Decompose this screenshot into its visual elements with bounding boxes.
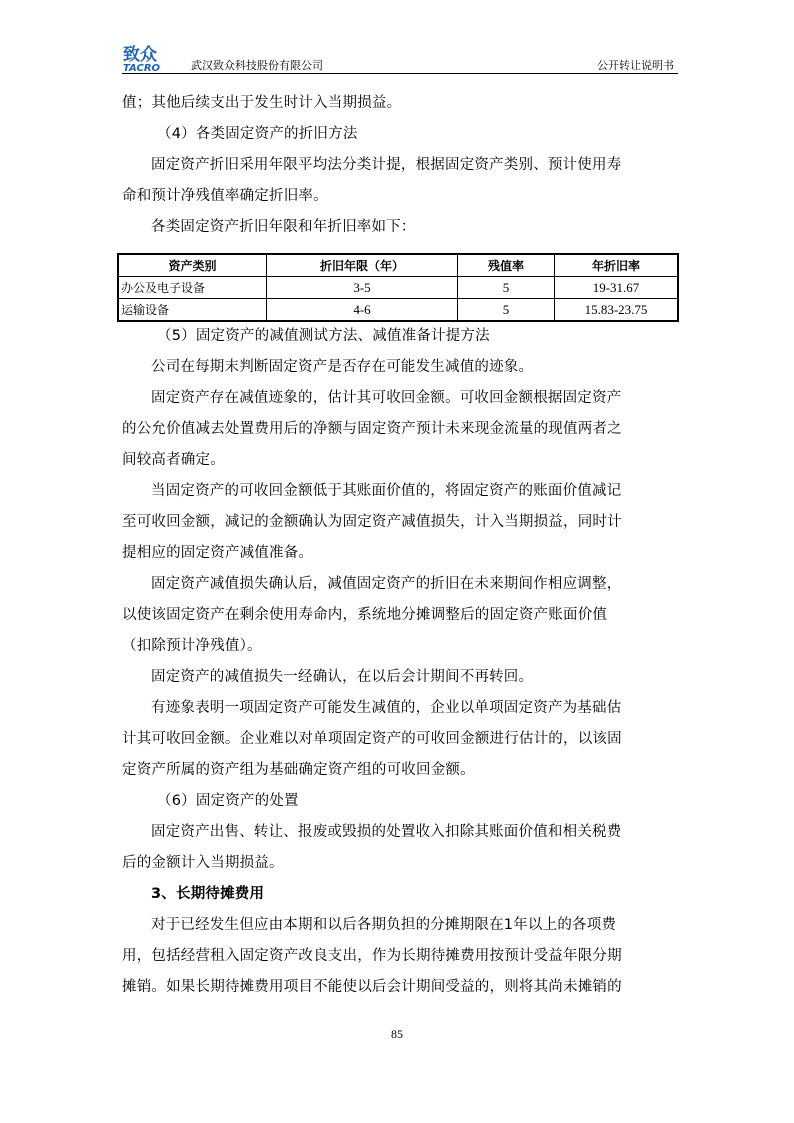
paragraph: 有迹象表明一项固定资产可能发生减值的，企业以单项固定资产为基础估	[151, 700, 622, 716]
paragraph: 用，包括经营租入固定资产改良支出，作为长期待摊费用按预计受益年限分期	[122, 948, 622, 964]
table-cell: 19-31.67	[555, 277, 679, 299]
paragraph: 至可收回金额，减记的金额确认为固定资产减值损失，计入当期损益，同时计	[122, 514, 622, 530]
table-cell: 4-6	[267, 299, 458, 322]
logo-mark-text: 致众	[123, 45, 157, 65]
column-header: 残值率	[458, 254, 555, 277]
body-text-bottom	[122, 321, 676, 1003]
page-header	[122, 44, 678, 74]
paragraph: 固定资产的减值损失一经确认，在以后会计期间不再转回。	[151, 669, 534, 685]
paragraph: 公司在每期末判断固定资产是否存在可能发生减值的迹象。	[151, 359, 534, 375]
paragraph: 固定资产存在减值迹象的，估计其可收回金额。可收回金额根据固定资产	[151, 390, 622, 406]
paragraph: 固定资产减值损失确认后，减值固定资产的折旧在未来期间作相应调整，	[151, 576, 622, 592]
paragraph: 的公允价值减去处置费用后的净额与固定资产预计未来现金流量的现值两者之	[122, 421, 622, 437]
paragraph: 提相应的固定资产减值准备。	[122, 545, 314, 561]
table-cell: 3-5	[267, 277, 458, 299]
company-logo	[122, 44, 186, 72]
paragraph: 值；其他后续支出于发生时计入当期损益。	[122, 95, 402, 111]
paragraph: 固定资产出售、转让、报废或毁损的处置收入扣除其账面价值和相关税费	[151, 824, 622, 840]
paragraph: 各类固定资产折旧年限和年折旧率如下：	[151, 219, 416, 235]
column-header: 资产类别	[118, 254, 267, 277]
body-text-top	[122, 88, 676, 243]
section-heading: （6）固定资产的处置	[157, 793, 299, 809]
section-heading: （4）各类固定资产的折旧方法	[157, 126, 358, 142]
document-type: 公开转让说明书	[597, 59, 674, 72]
table-cell: 办公及电子设备	[118, 277, 267, 299]
paragraph: 定资产所属的资产组为基础确定资产组的可收回金额。	[122, 762, 475, 778]
paragraph: 后的金额计入当期损益。	[122, 855, 284, 871]
table-cell: 5	[458, 299, 555, 322]
paragraph: 摊销。如果长期待摊费用项目不能使以后会计期间受益的，则将其尚未摊销的	[122, 979, 622, 995]
column-header: 折旧年限（年）	[267, 254, 458, 277]
paragraph: （扣除预计净残值）。	[122, 638, 262, 654]
paragraph: 命和预计净残值率确定折旧率。	[122, 188, 328, 204]
section-heading: （5）固定资产的减值测试方法、减值准备计提方法	[157, 328, 490, 344]
depreciation-table	[117, 253, 679, 322]
section-heading: 3、长期待摊费用	[151, 886, 265, 902]
header-divider	[122, 73, 678, 74]
table-cell: 15.83-23.75	[555, 299, 679, 322]
column-header: 年折旧率	[555, 254, 679, 277]
paragraph: 对于已经发生但应由本期和以后各期负担的分摊期限在1年以上的各项费	[151, 917, 617, 933]
table-row	[118, 277, 678, 299]
table-cell: 运输设备	[118, 299, 267, 322]
page-number: 85	[391, 1027, 403, 1041]
paragraph: 当固定资产的可收回金额低于其账面价值的，将固定资产的账面价值减记	[151, 483, 622, 499]
paragraph: 计其可收回金额。企业难以对单项固定资产的可收回金额进行估计的，以该固	[122, 731, 622, 747]
table-row	[118, 299, 678, 322]
logo-sub-text: TACRO	[123, 63, 161, 72]
paragraph: 固定资产折旧采用年限平均法分类计提，根据固定资产类别、预计使用寿	[151, 157, 622, 173]
table-header-row	[118, 254, 678, 277]
paragraph: 间较高者确定。	[122, 452, 225, 468]
paragraph: 以使该固定资产在剩余使用寿命内，系统地分摊调整后的固定资产账面价值	[122, 607, 608, 623]
company-name: 武汉致众科技股份有限公司	[191, 59, 323, 72]
table-cell: 5	[458, 277, 555, 299]
